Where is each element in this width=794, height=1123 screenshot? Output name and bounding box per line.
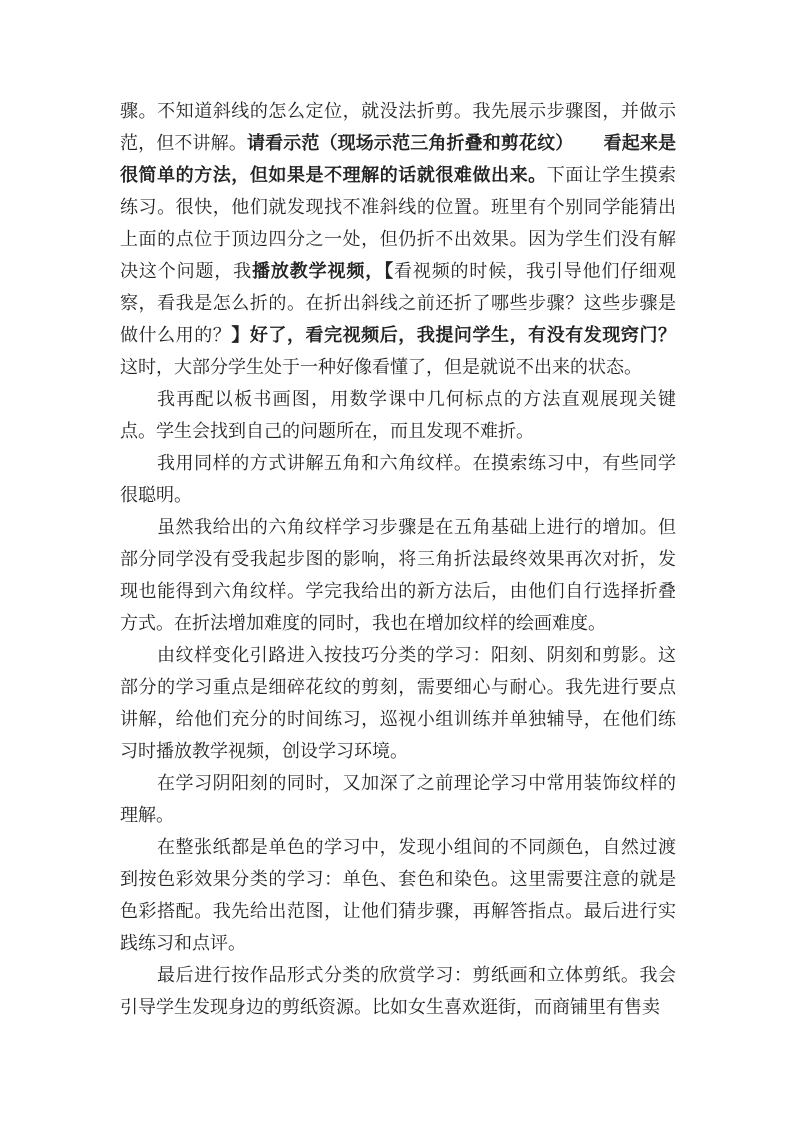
paragraph-6: [120, 768, 676, 832]
text-run: 在整张纸都是单色的学习中，发现小组间的不同颜色，自然过渡到按色彩效果分类的学习：单色、套色和染色。这里需要注意的就是色彩搭配。我先给出范图，让他们猜步骤，再解答指点。最后进行实践练习和点评。: [120, 837, 676, 954]
text-run: 我用同样的方式讲解五角和六角纹样。在摸索练习中，有些同学很聪明。: [120, 453, 676, 506]
text-run: 骤。不知道斜线的怎么定位，就没法折剪。我先展示步骤图，并做示范，但不讲解。: [120, 101, 676, 154]
paragraph-3: [120, 448, 676, 512]
bold-run: 请看示范（现场示范三角折叠和剪花纹）: [246, 133, 574, 154]
text-run: 这时，大部分学生处于一种好像看懂了，但是就说不出来的状态。: [120, 357, 642, 378]
bold-run: 【: [384, 261, 394, 282]
paragraph-7: [120, 832, 676, 960]
bold-run: 】好了，看完视频后，我提问学生，有没有发现窍门？: [231, 325, 676, 346]
document-page: [120, 96, 676, 1024]
paragraph-5: [120, 640, 676, 768]
text-run: 由纹样变化引路进入按技巧分类的学习：阳刻、阴刻和剪影。这部分的学习重点是细碎花纹的剪刻，需要细心与耐心。我先进行要点讲解，给他们充分的时间练习，巡视小组训练并单独辅导，在他们练习时播放教学视频，创设学习环境。: [120, 645, 676, 762]
paragraph-2: [120, 384, 676, 448]
paragraph-8: [120, 960, 676, 1024]
bold-run: 播放教学视频，: [252, 261, 385, 282]
text-run: 最后进行按作品形式分类的欣赏学习：剪纸画和立体剪纸。我会引导学生发现身边的剪纸资源。比如女生喜欢逛街，而商铺里有售卖: [120, 965, 676, 1018]
paragraph-1: [120, 96, 676, 384]
text-run: 下面让学生摸索练习。很快，他们就发现找不准斜线的位置。班里有个别同学能猜出上面的点位于顶边四分之一处，但仍折不出效果。因为学生们没有解决这个问题，我: [120, 165, 676, 282]
bold-run: 看起来是很简单的方法，但如果是不理解的话就很难做出来。: [120, 133, 677, 186]
text-run: 看视频的时候，我引导他们仔细观察，看我是怎么折的。在折出斜线之前还折了哪些步骤？这些步骤是做什么用的？: [120, 261, 677, 346]
text-run: 我再配以板书画图，用数学课中几何标点的方法直观展现关键点。学生会找到自己的问题所在，而且发现不难折。: [120, 389, 676, 442]
text-run: 在学习阴阳刻的同时，又加深了之前理论学习中常用装饰纹样的理解。: [120, 773, 676, 826]
text-run: 虽然我给出的六角纹样学习步骤是在五角基础上进行的增加。但部分同学没有受我起步图的影响，将三角折法最终效果再次对折，发现也能得到六角纹样。学完我给出的新方法后，由他们自行选择折叠方式。在折法增加难度的同时，我也在增加纹样的绘画难度。: [120, 517, 676, 634]
paragraph-4: [120, 512, 676, 640]
